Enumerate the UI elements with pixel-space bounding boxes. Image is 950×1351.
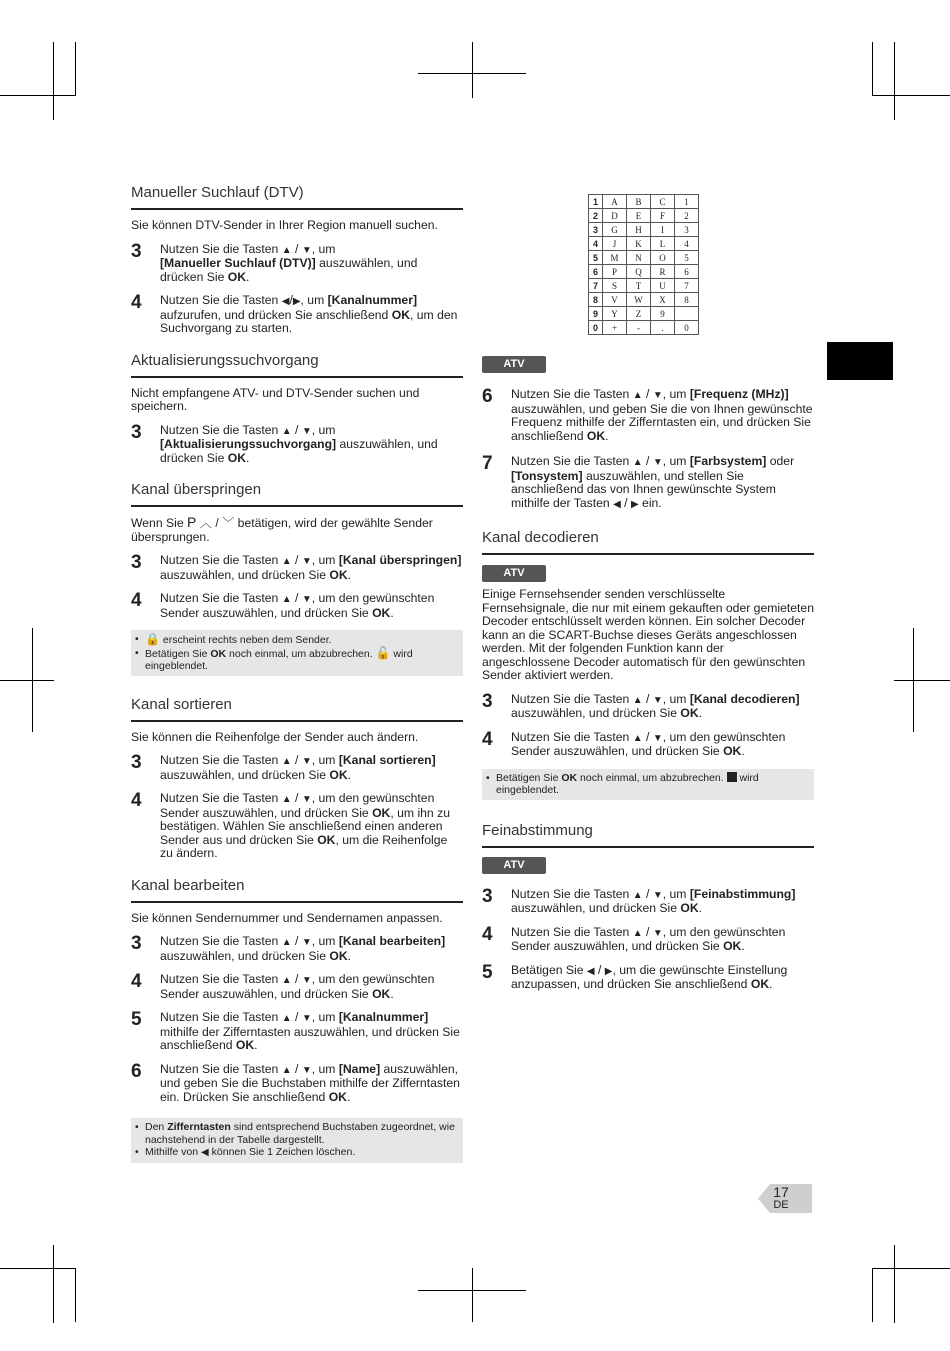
notes-box xyxy=(482,769,814,800)
char-table-cell: 7 xyxy=(675,279,699,293)
char-table-cell: Z xyxy=(627,307,651,321)
char-table-row xyxy=(589,223,699,237)
note-item: • Mithilfe von ◀ können Sie 1 Zeichen löschen. xyxy=(135,1146,356,1158)
triangle-up-icon: ▲ xyxy=(281,556,292,567)
triangle-up-icon: ▲ xyxy=(281,937,292,948)
char-table-cell: N xyxy=(627,251,651,265)
char-table-row xyxy=(589,209,699,223)
char-table-cell: S xyxy=(603,279,627,293)
step: 4 Nutzen Sie die Tasten ▲ / ▼, um den gewünschten Sender auszuwählen, und drücken Sie OK. xyxy=(131,590,435,620)
step-number: 4 xyxy=(131,590,142,611)
step-number: 6 xyxy=(482,386,493,407)
section-sort-channel xyxy=(131,696,463,861)
char-table-cell: R xyxy=(651,265,675,279)
note-item: • 🔒 erscheint rechts neben dem Sender. xyxy=(135,632,332,646)
section-update-search xyxy=(131,352,463,466)
section-title: Kanal sortieren xyxy=(131,696,463,722)
char-table-cell: H xyxy=(627,223,651,237)
step: 5 Betätigen Sie ◀ / ▶, um die gewünschte Einstellung anzupassen, und drücken Sie anschließend OK. xyxy=(482,961,788,991)
char-table-cell: G xyxy=(603,223,627,237)
section-title: Kanal decodieren xyxy=(482,529,814,555)
char-table-key: 9 xyxy=(589,307,603,321)
char-table-cell: X xyxy=(651,293,675,307)
section-title: Feinabstimmung xyxy=(482,822,814,848)
step: 4 Nutzen Sie die Tasten ◀/▶, um [Kanalnummer] aufzurufen, und drücken Sie anschließend OK, um den Suchvorgang zu starten. xyxy=(131,292,458,335)
triangle-left-icon: ◀ xyxy=(613,498,621,510)
step-number: 5 xyxy=(482,961,493,983)
chevron-up-icon: ︿ xyxy=(199,516,212,530)
char-table-key: 2 xyxy=(589,209,603,223)
lock-icon: 🔒 xyxy=(145,632,160,646)
section-fine-tuning xyxy=(482,822,814,992)
char-table-cell: 2 xyxy=(675,209,699,223)
right-column xyxy=(482,356,814,992)
char-table-cell: L xyxy=(651,237,675,251)
step-number: 4 xyxy=(482,728,493,750)
step-number: 3 xyxy=(482,885,493,907)
char-table-key: 6 xyxy=(589,265,603,279)
triangle-up-icon: ▲ xyxy=(632,457,643,468)
char-table-key: 4 xyxy=(589,237,603,251)
character-table xyxy=(588,194,699,335)
triangle-down-icon: ▼ xyxy=(301,425,312,437)
triangle-down-icon: ▼ xyxy=(652,927,663,939)
triangle-up-icon: ▲ xyxy=(281,1064,292,1076)
step: 4 Nutzen Sie die Tasten ▲ / ▼, um den gewünschten Sender auszuwählen, und drücken Sie OK. xyxy=(482,923,786,953)
char-table-cell: F xyxy=(651,209,675,223)
char-table-cell xyxy=(675,307,699,321)
char-table-row xyxy=(589,195,699,209)
char-table-key: 1 xyxy=(589,195,603,209)
char-table-cell: . xyxy=(651,321,675,335)
section-edit-channel xyxy=(131,877,463,1163)
triangle-left-icon: ◀ xyxy=(201,1147,209,1158)
char-table-cell: W xyxy=(627,293,651,307)
triangle-down-icon: ▼ xyxy=(652,457,663,468)
note-item: • Betätigen Sie OK noch einmal, um abzubrechen. 🔓 wird eingeblendet. xyxy=(135,645,413,672)
char-table-cell: 9 xyxy=(651,307,675,321)
step: 3 Nutzen Sie die Tasten ▲ / ▼, um [Aktualisierungssuchvorgang] auszuwählen, und drücken Sie OK. xyxy=(131,421,438,465)
note-item: • Den Zifferntasten sind entsprechend Buchstaben zugeordnet, wie nachstehend in der Tabelle dargestellt. xyxy=(135,1121,455,1146)
step-number: 3 xyxy=(131,552,142,573)
triangle-up-icon: ▲ xyxy=(632,732,643,744)
step: 6 Nutzen Sie die Tasten ▲ / ▼, um [Name] auszuwählen, und geben Sie die Buchstaben mithilfe der Zifferntasten ein. Drücken Sie anschließend OK. xyxy=(131,1060,460,1104)
step-number: 4 xyxy=(131,971,142,992)
triangle-up-icon: ▲ xyxy=(632,694,643,706)
triangle-up-icon: ▲ xyxy=(281,244,292,256)
step: 4 Nutzen Sie die Tasten ▲ / ▼, um den gewünschten Sender auszuwählen, und drücken Sie OK. xyxy=(131,971,435,1001)
triangle-up-icon: ▲ xyxy=(281,794,292,805)
step: 3 Nutzen Sie die Tasten ▲ / ▼, um [Kanal überspringen] auszuwählen, und drücken Sie OK. xyxy=(131,552,462,582)
step: 3 Nutzen Sie die Tasten ▲ / ▼, um [Kanal decodieren] auszuwählen, und drücken Sie OK. xyxy=(482,690,800,720)
triangle-down-icon: ▼ xyxy=(301,1064,312,1076)
section-tab-marker xyxy=(827,342,893,380)
char-table-cell: 5 xyxy=(675,251,699,265)
triangle-up-icon: ▲ xyxy=(281,594,292,605)
char-table-cell: M xyxy=(603,251,627,265)
char-table-row xyxy=(589,307,699,321)
section-title: Aktualisierungssuchvorgang xyxy=(131,352,463,378)
step: 5 Nutzen Sie die Tasten ▲ / ▼, um [Kanalnummer] mithilfe der Zifferntasten auszuwählen, und drücken Sie anschließend OK. xyxy=(131,1009,460,1052)
step-number: 7 xyxy=(482,453,493,474)
chevron-down-icon: ﹀ xyxy=(222,516,235,530)
char-table-cell: D xyxy=(603,209,627,223)
atv-badge: ATV xyxy=(482,356,546,373)
step: 3 Nutzen Sie die Tasten ▲ / ▼, um [Kanal sortieren] auszuwählen, und drücken Sie OK. xyxy=(131,752,436,782)
step-number: 4 xyxy=(131,790,142,811)
char-table-cell: V xyxy=(603,293,627,307)
char-table-cell: P xyxy=(603,265,627,279)
step-number: 6 xyxy=(131,1060,142,1082)
char-table-cell: C xyxy=(651,195,675,209)
triangle-up-icon: ▲ xyxy=(281,1013,292,1024)
triangle-up-icon: ▲ xyxy=(281,756,292,767)
char-table-cell: J xyxy=(603,237,627,251)
char-table-cell: + xyxy=(603,321,627,335)
notes-box xyxy=(131,1118,463,1163)
step: 4 Nutzen Sie die Tasten ▲ / ▼, um den gewünschten Sender auszuwählen, und drücken Sie OK, um ihn zu bestätigen. Wählen Sie anschließend einen anderen Sender aus und drücken Sie OK, um die Reihenfolge zu ändern. xyxy=(131,790,450,860)
char-table-cell: K xyxy=(627,237,651,251)
triangle-up-icon: ▲ xyxy=(632,390,643,401)
triangle-up-icon: ▲ xyxy=(632,927,643,939)
section-title: Kanal überspringen xyxy=(131,481,463,507)
note-item: • Betätigen Sie OK noch einmal, um abzubrechen. wird eingeblendet. xyxy=(486,771,759,796)
triangle-down-icon: ▼ xyxy=(652,390,663,401)
char-table-cell: E xyxy=(627,209,651,223)
triangle-right-icon: ▶ xyxy=(604,965,613,977)
char-table-row xyxy=(589,293,699,307)
section-description: Sie können Sendernummer und Sendernamen anpassen. xyxy=(131,910,443,925)
triangle-down-icon: ▼ xyxy=(652,732,663,744)
section-skip-channel xyxy=(131,481,463,676)
step-number: 3 xyxy=(131,240,142,262)
step-number: 3 xyxy=(131,933,142,954)
char-table-key: 7 xyxy=(589,279,603,293)
triangle-right-icon: ▶ xyxy=(630,498,639,510)
decoder-icon xyxy=(727,772,737,782)
step-number: 3 xyxy=(131,752,142,773)
char-table-cell: A xyxy=(603,195,627,209)
section-description: Einige Fernsehsender senden verschlüsselte Fernsehsignale, die nur mit einem gekauften oder gemieteten Decoder entschlüsselt werden können. Ein solcher Decoder kann an die SCART-Buchse dieses Geräts angeschlossen werden. Mit der folgenden Funktion kann der angeschlossene Decoder automatisch für den gewünschten Sender aktiviert werden. xyxy=(482,587,814,682)
atv-badge: ATV xyxy=(482,857,546,874)
atv-badge: ATV xyxy=(482,565,546,582)
step-number: 5 xyxy=(131,1009,142,1030)
char-table-key: 8 xyxy=(589,293,603,307)
triangle-down-icon: ▼ xyxy=(301,1013,312,1024)
char-table-cell: 1 xyxy=(675,195,699,209)
char-table-row xyxy=(589,265,699,279)
step-number: 3 xyxy=(131,421,142,443)
section-manual-search xyxy=(131,184,463,336)
char-table-cell: 3 xyxy=(675,223,699,237)
char-table-key: 5 xyxy=(589,251,603,265)
char-table-key: 0 xyxy=(589,321,603,335)
char-table-row xyxy=(589,321,699,335)
triangle-down-icon: ▼ xyxy=(652,694,663,706)
char-table-cell: I xyxy=(651,223,675,237)
triangle-left-icon: ◀ xyxy=(281,296,290,307)
step: 3 Nutzen Sie die Tasten ▲ / ▼, um [Manueller Suchlauf (DTV)] auszuwählen, und drücken Sie OK. xyxy=(131,240,418,284)
char-table-cell: B xyxy=(627,195,651,209)
triangle-down-icon: ▼ xyxy=(301,975,312,986)
char-table-cell: U xyxy=(651,279,675,293)
step: 6 Nutzen Sie die Tasten ▲ / ▼, um [Frequenz (MHz)] auszuwählen, und geben Sie die von Ihnen gewünschte Frequenz mithilfe der Zifferntasten ein, und drücken Sie anschließend OK. xyxy=(482,386,813,443)
triangle-right-icon: ▶ xyxy=(292,296,301,307)
step: 7 Nutzen Sie die Tasten ▲ / ▼, um [Farbsystem] oder [Tonsystem] auszuwählen, und stellen Sie anschließend das von Ihnen gewünschte System mithilfe der Tasten ◀ / ▶ ein. xyxy=(482,453,795,510)
step-number: 4 xyxy=(482,923,493,945)
char-table-cell: 0 xyxy=(675,321,699,335)
triangle-down-icon: ▼ xyxy=(301,594,312,605)
page-number: 17 xyxy=(773,1184,789,1200)
section-description: Sie können die Reihenfolge der Sender auch ändern. xyxy=(131,729,419,744)
char-table-cell: - xyxy=(627,321,651,335)
char-table-cell: Y xyxy=(603,307,627,321)
left-column xyxy=(131,184,463,1163)
page-language: DE xyxy=(773,1199,789,1211)
triangle-up-icon: ▲ xyxy=(632,889,643,901)
notes-box xyxy=(131,630,463,676)
char-table-row xyxy=(589,251,699,265)
section-title: Manueller Suchlauf (DTV) xyxy=(131,184,463,210)
char-table-row xyxy=(589,237,699,251)
char-table-cell: T xyxy=(627,279,651,293)
section-description: Wenn Sie P ︿ / ﹀ betätigen, wird der gewählte Sender übersprungen. xyxy=(131,514,433,544)
step: 3 Nutzen Sie die Tasten ▲ / ▼, um [Kanal bearbeiten] auszuwählen, und drücken Sie OK. xyxy=(131,933,446,963)
section-decode-channel xyxy=(482,529,814,800)
unlock-icon: 🔓 xyxy=(375,645,391,660)
step: 3 Nutzen Sie die Tasten ▲ / ▼, um [Feinabstimmung] auszuwählen, und drücken Sie OK. xyxy=(482,885,796,915)
section-description: Sie können DTV-Sender in Ihrer Region manuell suchen. xyxy=(131,218,438,232)
char-table-cell: 8 xyxy=(675,293,699,307)
triangle-down-icon: ▼ xyxy=(301,794,312,805)
section-title: Kanal bearbeiten xyxy=(131,877,463,903)
step-number: 3 xyxy=(482,690,493,712)
triangle-up-icon: ▲ xyxy=(281,425,292,437)
step: 4 Nutzen Sie die Tasten ▲ / ▼, um den gewünschten Sender auszuwählen, und drücken Sie OK. xyxy=(482,728,786,758)
char-table-row xyxy=(589,279,699,293)
char-table-cell: O xyxy=(651,251,675,265)
char-table-cell: Q xyxy=(627,265,651,279)
char-table-key: 3 xyxy=(589,223,603,237)
triangle-down-icon: ▼ xyxy=(301,556,312,567)
section-description: Nicht empfangene ATV- und DTV-Sender suchen und speichern. xyxy=(131,385,420,413)
char-table-cell: 4 xyxy=(675,237,699,251)
triangle-left-icon: ◀ xyxy=(586,965,595,977)
triangle-down-icon: ▼ xyxy=(652,889,663,901)
triangle-down-icon: ▼ xyxy=(301,244,312,256)
char-table-cell: 6 xyxy=(675,265,699,279)
step-number: 4 xyxy=(131,292,142,313)
triangle-down-icon: ▼ xyxy=(301,937,312,948)
triangle-down-icon: ▼ xyxy=(301,756,312,767)
triangle-up-icon: ▲ xyxy=(281,975,292,986)
